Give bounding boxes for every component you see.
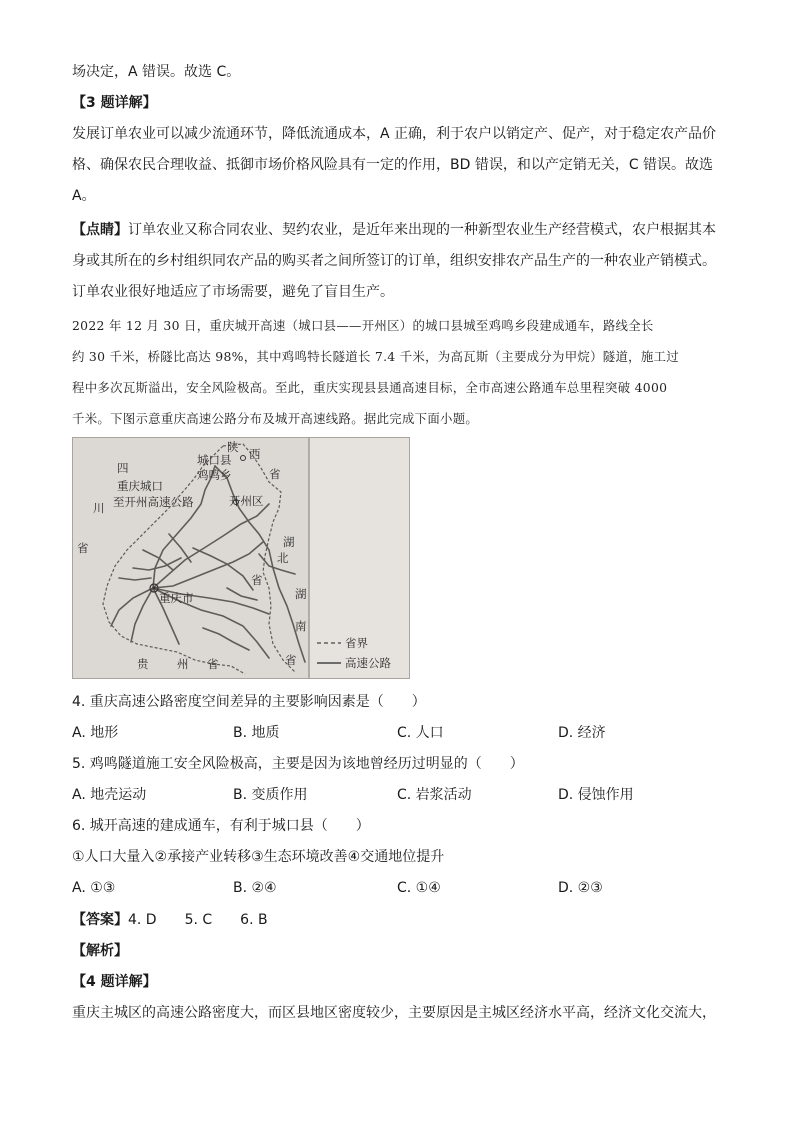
tip-tag: 【点睛】: [72, 222, 128, 238]
label-shaanxi: 省: [269, 467, 281, 481]
label-route: 重庆城口: [117, 479, 163, 493]
passage-line: 千米。下图示意重庆高速公路分布及城开高速线路。据此完成下面小题。: [72, 411, 479, 426]
option-b: B. 变质作用: [233, 787, 308, 803]
passage-line: 约 30 千米，桥隧比高达 98%，其中鸡鸣特长隧道长 7.4 千米，为高瓦斯（主要成分为甲烷）隧道，施工过: [72, 349, 679, 364]
label-hunan: 湖: [295, 587, 307, 601]
legend-border-label: 省界: [345, 636, 368, 650]
analysis-heading: 【解析】: [72, 943, 128, 959]
option-a: A. ①③: [72, 880, 116, 896]
question-sub-items: ①人口大量入②承接产业转移③生态环境改善④交通地位提升: [72, 849, 445, 865]
passage-line: 程中多次瓦斯溢出，安全风险极高。至此，重庆实现县县通高速目标，全市高速公路通车总里程突破 4000: [72, 380, 668, 395]
question-stem: 4. 重庆高速公路密度空间差异的主要影响因素是（ ）: [72, 694, 426, 710]
label-sichuan: 川: [93, 501, 105, 515]
text-line: 格、确保农民合理收益、抵御市场价格风险具有一定的作用，BD 错误，和以产定销无关，C 错误。故选: [72, 157, 714, 173]
answer-tag: 【答案】: [72, 912, 128, 928]
text-line: 发展订单农业可以减少流通环节，降低流通成本，A 正确，利于农户以销定产、促产，对于稳定农产品价: [72, 126, 717, 142]
option-d: D. 侵蚀作用: [558, 787, 634, 803]
option-a: A. 地壳运动: [72, 787, 147, 803]
option-d: D. 经济: [558, 725, 606, 741]
label-kaizhou: 开州区: [229, 494, 264, 508]
label-sichuan: 四: [117, 461, 129, 475]
option-c: C. 人口: [397, 725, 444, 741]
option-c: C. 岩浆活动: [397, 787, 472, 803]
label-hubei: 北: [277, 551, 289, 565]
detail-heading: 【4 题详解】: [72, 974, 157, 990]
label-hunan: 省: [285, 653, 297, 667]
text-line: 订单农业很好地适应了市场需要，避免了盲目生产。: [72, 284, 394, 300]
tip-paragraph: [72, 220, 722, 240]
label-shaanxi: 西: [249, 447, 261, 461]
answer-line: [72, 910, 722, 930]
label-hubei: 湖: [283, 535, 295, 549]
answer-text: 4. D 5. C 6. B: [128, 912, 268, 928]
option-c: C. ①④: [397, 880, 441, 896]
label-hubei: 省: [251, 573, 263, 587]
label-hunan: 南: [295, 619, 307, 633]
text-line: 重庆主城区的高速公路密度大，而区县地区密度较少，主要原因是主城区经济水平高，经济文化交流大，: [72, 1005, 716, 1021]
text-line: A。: [72, 188, 96, 204]
tip-text: 订单农业又称合同农业、契约农业，是近年来出现的一种新型农业生产经营模式，农户根据其本: [128, 222, 716, 238]
label-guizhou: 州: [177, 657, 189, 671]
label-guizhou: 贵: [137, 657, 149, 671]
passage-line: 2022 年 12 月 30 日，重庆城开高速（城口县——开州区）的城口县城至鸡鸣乡段建成通车，路线全长: [72, 318, 654, 333]
option-b: B. 地质: [233, 725, 280, 741]
question-stem: 5. 鸡鸣隧道施工安全风险极高，主要是因为该地曾经历过明显的（ ）: [72, 756, 524, 772]
question-stem: 6. 城开高速的建成通车，有利于城口县（ ）: [72, 818, 370, 834]
label-sichuan: 省: [77, 541, 89, 555]
chongqing-highway-map: [72, 437, 410, 679]
option-d: D. ②③: [558, 880, 603, 896]
label-jiming: 鸡鸣乡: [197, 468, 232, 482]
text-line: 场决定，A 错误。故选 C。: [72, 64, 241, 80]
label-chongqing: 重庆市: [159, 591, 194, 605]
label-route: 至开州高速公路: [113, 495, 194, 509]
label-guizhou: 省: [207, 657, 219, 671]
option-a: A. 地形: [72, 725, 119, 741]
text-line: 身或其所在的乡村组织同农产品的购买者之间所签订的订单，组织安排农产品生产的一种农业产销模式。: [72, 253, 716, 269]
label-chengkou: 城口县: [197, 453, 232, 467]
section-heading: 【3 题详解】: [72, 95, 157, 111]
label-shaanxi: 陕: [227, 440, 239, 454]
option-b: B. ②④: [233, 880, 277, 896]
legend-highway-label: 高速公路: [345, 656, 391, 670]
